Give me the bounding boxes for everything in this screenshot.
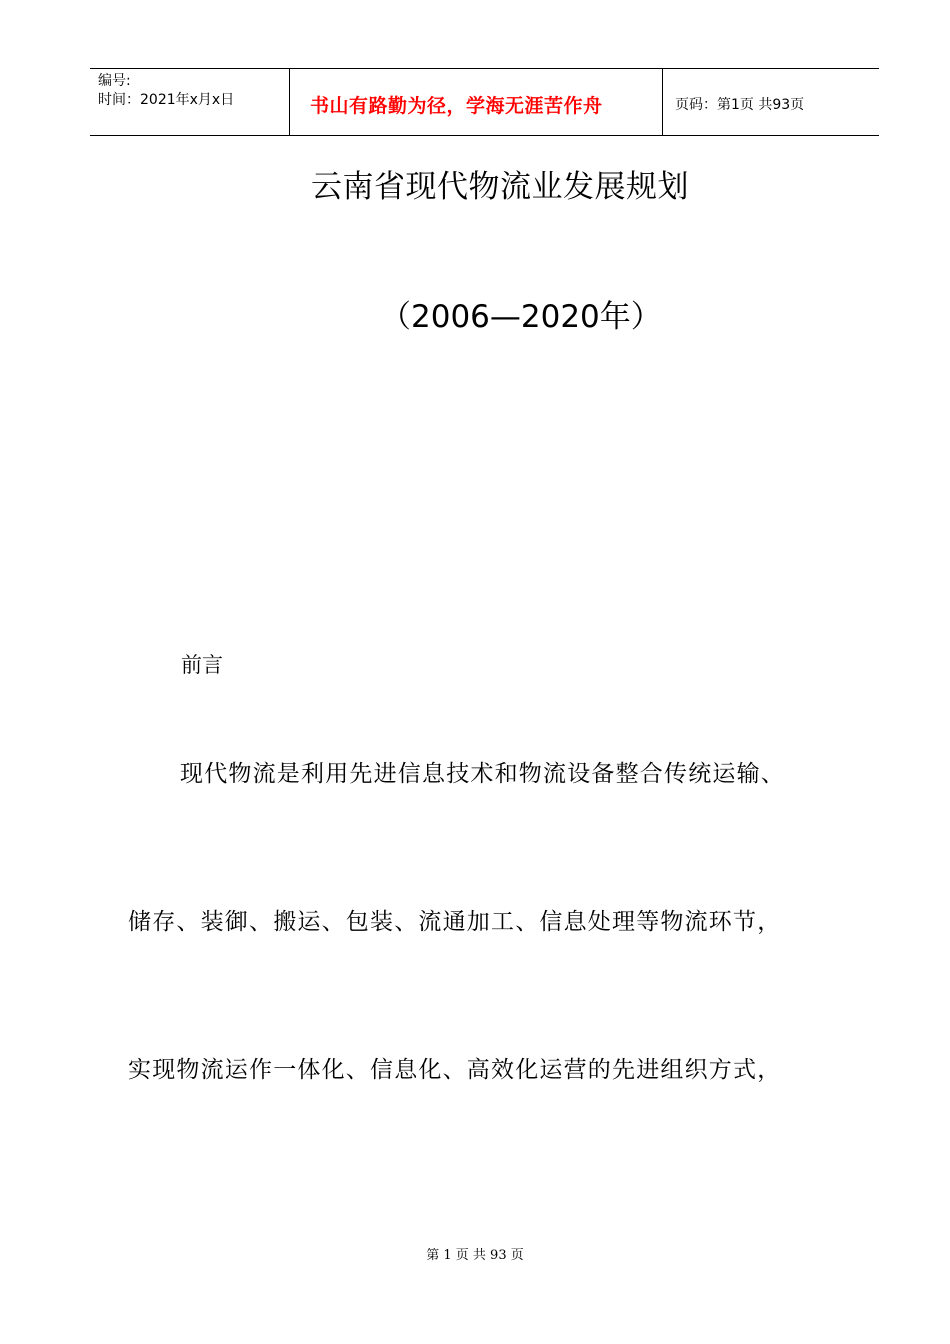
document-header — [90, 68, 879, 136]
body-paragraph-line: 现代物流是利用先进信息技术和物流设备整合传统运输、 — [180, 761, 785, 787]
header-motto: 书山有路勤为径，学海无涯苦作舟 — [310, 95, 603, 117]
doc-time-label: 时间：2021年x月x日 — [98, 92, 235, 108]
header-meta-cell — [90, 69, 290, 135]
header-page-code: 页码：第1页 共93页 — [675, 97, 805, 113]
header-motto-cell — [290, 69, 663, 135]
page-footer: 第 1 页 共 93 页 — [426, 1248, 524, 1263]
header-page-cell — [663, 69, 879, 135]
section-heading-preface: 前言 — [181, 653, 223, 677]
doc-number-label: 编号: — [98, 73, 131, 89]
body-paragraph-line: 实现物流运作一体化、信息化、高效化运营的先进组织方式， — [128, 1057, 782, 1083]
body-paragraph-line: 储存、装御、搬运、包装、流通加工、信息处理等物流环节， — [128, 909, 782, 935]
document-title: 云南省现代物流业发展规划 — [311, 169, 689, 205]
document-subtitle: （2006—2020年） — [380, 299, 662, 335]
